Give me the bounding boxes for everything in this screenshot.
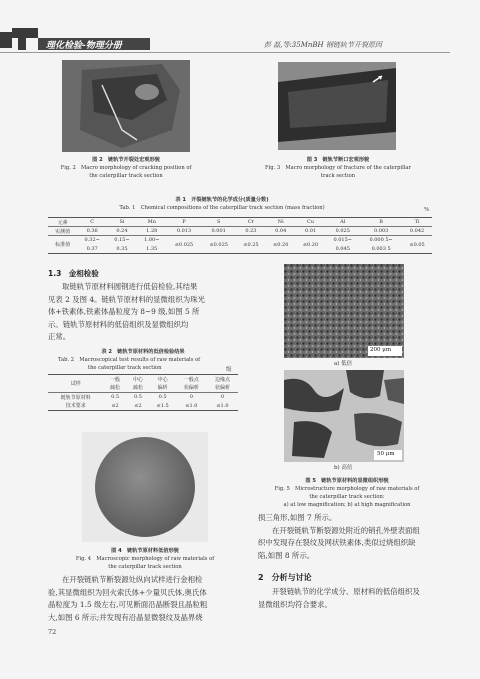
- fig4-caption-en-1: Fig. 4 Macroscopic morphology of raw materials of: [75, 556, 215, 562]
- t2-req-1: ≤2: [134, 402, 142, 409]
- fig4-caption-cn: 图 4 链轨节原材料低倍形貌: [111, 548, 179, 554]
- left-bottom-paragraph: [48, 574, 238, 624]
- t1-measured-11: 0.042: [409, 228, 425, 234]
- fig5a-scale-bar: 200 μm: [370, 347, 392, 353]
- t2-head-bot-3: 状偏析: [183, 385, 199, 392]
- t1-std-bot-0: 0.37: [86, 246, 98, 253]
- s13-line-1: 见表 2 及图 4。链轨节原材料的显微组织为珠光: [48, 294, 205, 304]
- table1: [48, 217, 432, 254]
- fig5b-micrograph: [284, 370, 404, 462]
- fig5-caption-cn: 图 5 链轨节原材料的显微组织形貌: [305, 478, 389, 484]
- t1-std-bot-1: 0.35: [116, 246, 128, 253]
- t1-std-bot-2: 1.35: [146, 246, 158, 253]
- fig3-caption: [260, 156, 416, 180]
- lb-line-3: 大,如图 6 所示;并发现有沿晶显微裂纹及晶界烧: [48, 612, 203, 622]
- t1-head-10: B: [379, 219, 383, 225]
- t1-head-1: C: [90, 219, 95, 225]
- fig4-caption: [62, 547, 228, 571]
- t1-measured-6: 0.23: [245, 228, 257, 234]
- s2-line-0: 开裂链轨节的化学成分、原材料的低倍组织及: [272, 587, 420, 596]
- t2-head-bot-0: 疏松: [110, 385, 121, 392]
- t1-std-bot-9: 0.003 5: [371, 246, 391, 253]
- t1-head-6: Cr: [247, 219, 255, 225]
- fig2-caption: [48, 156, 204, 180]
- t2-head-top-2: 中心: [157, 376, 168, 383]
- journal-logo: [0, 28, 150, 50]
- s13-line-2: 体+铁素体,铁素体晶粒度为 8~9 级,如图 5 所: [48, 307, 200, 317]
- fig4-photo: [82, 432, 208, 542]
- t1-head-8: Cu: [306, 219, 315, 225]
- fig5-caption-en-2: the caterpillar track section:: [309, 494, 385, 500]
- running-title: 彭 磊,等:35MnBH 钢链轨节开裂原因: [264, 41, 382, 49]
- t1-measured-3: 1.28: [146, 228, 158, 234]
- t1-measured-4: 0.013: [176, 228, 192, 234]
- table2-title-en-1: Tab. 2 Macroscopical test results of raw materials of: [58, 357, 201, 363]
- fig2-photo: [62, 60, 190, 152]
- t1-measured-1: 0.36: [86, 228, 98, 234]
- table1-title-cn: 表 1 开裂链轨节的化学成分(质量分数): [175, 197, 269, 203]
- table2-unit: 级: [226, 367, 232, 373]
- fig2-caption-en-2: the caterpillar track section: [89, 173, 163, 179]
- section-1-3-body: [48, 281, 238, 344]
- header-divider: [0, 52, 450, 53]
- t1-std-top-2: 1.00~: [144, 236, 160, 243]
- fig3-caption-en-1: Fig. 3 Macro morphology of fracture of the caterpillar: [265, 165, 411, 171]
- t1-measured-8: 0.01: [304, 228, 317, 234]
- t2-row-1: 0.5: [133, 394, 142, 401]
- right-bottom-paragraph: [258, 512, 434, 562]
- t1-measured-9: 0.025: [335, 228, 350, 234]
- lb-line-1: 验,其显微组织为回火索氏体+少量贝氏体,奥氏体: [48, 587, 207, 597]
- t1-head-7: Ni: [277, 219, 284, 225]
- t1-std-top-8: 0.015~: [333, 236, 352, 243]
- table1-title-en: Tab. 1 Chemical compositions of the caterpillar track section (mass fraction): [119, 205, 325, 211]
- t1-measured-7: 0.04: [275, 228, 287, 234]
- t1-std-label: 标准值: [55, 242, 71, 248]
- t1-head-2: Si: [119, 219, 125, 225]
- table2-title-en-2: the caterpillar track section: [88, 365, 162, 371]
- t1-measured-2: 0.24: [116, 228, 128, 234]
- section-2-heading: 2 分析与讨论: [258, 573, 312, 582]
- s2-line-1: 显微组织均符合要求。: [258, 599, 332, 609]
- t2-req-0: ≤2: [111, 402, 119, 409]
- t2-req-3: ≤1.0: [185, 402, 198, 409]
- fig2-caption-cn: 图 2 链轨节开裂处宏观形貌: [92, 157, 160, 163]
- rb-line-1: 在开裂链轨节断裂源处附近的销孔外壁表面组: [272, 525, 420, 535]
- t2-row-0: 0.5: [111, 394, 120, 401]
- fig4-caption-en-2: the caterpillar track section: [108, 564, 182, 570]
- t1-std-mid-7: ≤0.20: [302, 241, 319, 248]
- t1-std-mid-4: ≤0.025: [209, 241, 228, 248]
- t1-std-top-1: 0.15~: [114, 236, 130, 243]
- t1-head-11: Ti: [414, 219, 420, 225]
- table1-title: [62, 196, 382, 212]
- rb-line-3: 陷,如图 8 所示。: [258, 550, 315, 560]
- rb-line-0: 损三角形,如图 7 所示。: [258, 513, 337, 522]
- t2-head-bot-1: 疏松: [132, 385, 143, 392]
- table2: [48, 374, 238, 411]
- t1-measured-5: 0.001: [211, 228, 226, 234]
- section-2-body: [258, 586, 434, 611]
- t1-measured-0: 实测值: [55, 228, 71, 235]
- s13-line-0: 取链轨节原材料圆钢进行低倍检验,其结果: [62, 282, 198, 291]
- fig3-caption-en-2: track section: [320, 173, 356, 179]
- t2-req-2: ≤1.5: [156, 402, 169, 409]
- t2-head-top-3: 一般点: [183, 376, 199, 383]
- t2-head-top-1: 中心: [132, 376, 143, 383]
- t2-req-4: ≤1.0: [216, 402, 229, 409]
- s13-line-3: 示。链轨节原材料的低倍组织及显微组织均: [48, 319, 189, 329]
- fig5a-micrograph: [284, 264, 404, 358]
- t1-std-mid-10: ≤0.05: [409, 241, 425, 248]
- fig3-caption-cn: 图 3 链轨节断口宏观形貌: [306, 157, 370, 163]
- fig5a-label: a) 低倍: [334, 361, 353, 367]
- fig5-caption-en-1: Fig. 5 Microstructure morphology of raw materials of: [274, 486, 420, 492]
- t1-head-4: P: [182, 219, 186, 225]
- fig2-caption-en-1: Fig. 2 Macro morphology of cracking position of: [60, 165, 192, 171]
- fig5-caption-en-3: a) at low magnification; b) at high magnification: [283, 502, 411, 508]
- t2-req-label: 技术要求: [65, 403, 86, 410]
- t1-std-mid-5: ≤0.25: [243, 241, 259, 248]
- t1-std-bot-8: 0.045: [335, 246, 350, 253]
- t1-head-5: S: [216, 219, 221, 225]
- t1-std-top-9: 0.000 5~: [369, 236, 393, 243]
- lb-line-0: 在开裂链轨节断裂源处纵向试样进行金相检: [62, 575, 203, 584]
- page-number: 72: [48, 628, 57, 636]
- t1-head-3: Mn: [147, 219, 156, 225]
- fig5-caption: [262, 477, 432, 509]
- rb-line-2: 织中发现存在裂纹及网状铁素体,类似过烧组织缺: [258, 538, 416, 548]
- t1-std-mid-3: ≤0.025: [174, 241, 194, 248]
- section-1-3-heading: 1.3 金相检验: [48, 269, 99, 278]
- s13-line-4: 正常。: [48, 332, 71, 342]
- table2-title: [58, 348, 228, 372]
- t1-std-mid-6: ≤0.20: [273, 241, 289, 248]
- t2-row-label: 链轨节原材料: [60, 394, 91, 401]
- fig5b-label: b) 高倍: [334, 465, 353, 471]
- t2-head-bot-2: 偏析: [157, 385, 168, 392]
- t1-head-0: 元素: [57, 219, 68, 226]
- fig5b-scale-bar: 50 μm: [377, 451, 395, 457]
- t2-head-top-0: 一般: [110, 376, 121, 383]
- t2-col-label: 试样: [70, 381, 81, 387]
- fig3-photo: [278, 62, 396, 150]
- table1-unit: %: [424, 207, 430, 213]
- journal-name: 理化检验-物理分册: [46, 41, 122, 51]
- t1-measured-10: 0.003: [373, 228, 389, 234]
- table2-title-cn: 表 2 链轨节原材料的低倍检验结果: [101, 349, 185, 355]
- t2-row-2: 0.5: [158, 394, 167, 401]
- t1-std-top-0: 0.32~: [84, 236, 100, 243]
- t2-head-bot-4: 状偏析: [214, 385, 230, 392]
- t2-row-4: 0: [220, 394, 225, 401]
- t2-row-3: 0: [189, 394, 193, 401]
- t2-head-top-4: 边缘点: [214, 376, 230, 383]
- t1-head-9: Al: [340, 219, 346, 225]
- lb-line-2: 晶粒度为 1.5 级左右,可见断面沿晶断裂且晶粒粗: [48, 600, 208, 610]
